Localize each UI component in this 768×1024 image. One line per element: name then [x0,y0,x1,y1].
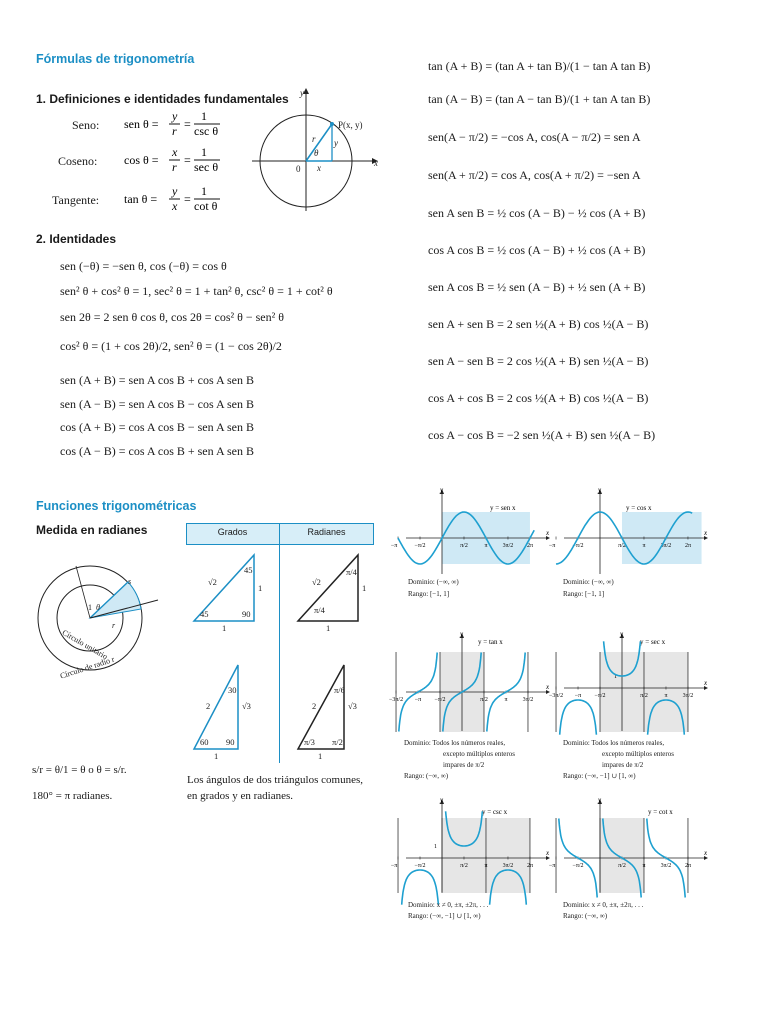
header-radianes: Radianes [307,527,346,537]
x-tick-label: 2π [526,863,533,869]
y-axis-label: y [440,796,444,804]
x-tick-label: π [664,693,668,699]
formula-tan-diff: tan (A − B) = (tan A − tan B)/(1 + tan A tan B) [428,92,651,106]
identities-heading: 2. Identidades [36,232,117,246]
x-tick-label: −π [574,693,582,699]
x-axis-label: x [546,849,550,857]
x-tick-label: −π/2 [594,693,606,699]
identity-line-6: sen (A − B) = sen A cos B − cos A sen B [60,397,254,411]
tri45-deg-c: 90 [242,609,251,619]
x-tick-label: 3π/2 [522,697,534,703]
tri30-rad-s2: 1 [318,751,323,761]
circle-y-label: y [334,138,338,148]
tri30-deg-s2: 1 [214,751,219,761]
y-axis-label: y [598,796,602,804]
formula-sen-minus-sen: sen A − sen B = 2 cos ½(A + B) sen ½(A − B) [428,354,649,368]
x-tick-label: −π [390,543,398,549]
x-tick-label: π [484,863,488,869]
radius-circle-label: Círculo de radio r [58,654,116,681]
x-tick-label: π/2 [618,543,626,549]
graph-csc [390,796,552,896]
tri45-deg-s1: 1 [258,583,263,593]
svg-text:r: r [172,160,177,174]
svg-text:y: y [172,109,178,123]
cot-range: Rango: (−∞, ∞) [563,912,608,920]
formula-sen-sen: sen A sen B = ½ cos (A − B) − ½ cos (A + B) [428,206,646,220]
graph-title: y = csc x [482,808,508,816]
circle-r-label: r [312,134,316,144]
svg-text:1: 1 [201,145,207,159]
svg-text:x: x [172,199,178,213]
radian-theta-label: θ [96,603,100,612]
tri30-deg-c: 90 [226,737,235,747]
tri45-rad-a: π/4 [346,567,357,577]
radian-heading: Medida en radianes [36,523,148,537]
tri45-deg-hyp: √2 [208,577,217,587]
coseno-label: Coseno: [58,154,98,168]
formula-cos-minus-cos: cos A − cos B = −2 sen ½(A + B) sen ½(A − B) [428,428,656,442]
x-tick-label: π [504,697,508,703]
tan-domain: Dominio: Todos los números reales, [404,739,506,747]
sec-domain: Dominio: Todos los números reales, [563,739,665,747]
circle-point-label: P(x, y) [338,120,363,130]
sec-domain-3: impares de π/2 [602,761,644,769]
svg-text:cos θ =: cos θ = [124,153,159,167]
csc-domain: Dominio: x ≠ 0, ±π, ±2π, . . . [408,901,489,909]
x-tick-label: −3π/2 [548,693,564,699]
definition-formulas [120,106,230,221]
tri45-rad-b: π/4 [314,605,325,615]
identity-line-1: sen (−θ) = −sen θ, cos (−θ) = cos θ [60,259,227,273]
graph-sec [548,630,710,735]
tri45-deg-s2: 1 [222,623,227,633]
formula-shift-plus: sen(A + π/2) = cos A, cos(A + π/2) = −sen A [428,168,641,182]
tri30-deg-a: 30 [228,685,237,695]
y-axis-label: y [440,486,444,494]
y-tick-label: 1 [614,674,617,680]
radian-r-label: r [112,621,116,630]
svg-text:=: = [184,117,191,131]
x-tick-label: 2π [684,863,691,869]
circle-x-label: x [317,163,321,173]
cos-range: Rango: [−1, 1] [563,590,605,598]
svg-text:1: 1 [201,109,207,123]
tri30-deg-b: 60 [200,737,209,747]
x-tick-label: −π/2 [572,543,584,549]
y-axis-label: y [620,630,624,638]
x-tick-label: 3π/2 [502,543,514,549]
x-axis-label: x [546,529,550,537]
tangente-label: Tangente: [52,193,100,207]
x-tick-label: −π [548,543,556,549]
section2-title: Funciones trigonométricas [36,499,197,513]
formula-tan-sum: tan (A + B) = (tan A + tan B)/(1 − tan A tan B) [428,59,651,73]
x-axis-label: x [704,679,708,687]
x-tick-label: 2π [684,543,691,549]
tri30-rad-b: π/3 [304,737,315,747]
x-tick-label: π/2 [618,863,626,869]
circle-x-axis-label: x [374,158,378,168]
circle-y-axis-label: y [300,88,304,98]
triangle-caption-1: Los ángulos de dos triángulos comunes, [187,774,363,786]
radian-s-label: s [128,577,132,586]
x-tick-label: 3π/2 [660,543,672,549]
svg-text:=: = [184,192,191,206]
x-tick-label: −π [414,697,422,703]
svg-text:y: y [172,184,178,198]
circle-theta-label: θ [314,148,319,158]
graph-sen [390,486,552,578]
formula-sen-cos: sen A cos B = ½ sen (A − B) + ½ sen (A + B) [428,280,646,294]
graph-title: y = cot x [648,808,673,816]
sen-range: Rango: [−1, 1] [408,590,450,598]
svg-text:1: 1 [201,184,207,198]
tan-range: Rango: (−∞, ∞) [404,772,449,780]
formula-shift-minus: sen(A − π/2) = −cos A, cos(A − π/2) = sen A [428,130,641,144]
y-tick-label: 1 [434,844,437,850]
tri45-deg-a: 45 [244,565,253,575]
x-axis-label: x [704,529,708,537]
identity-line-4: cos² θ = (1 + cos 2θ)/2, sen² θ = (1 − cos 2θ)/2 [60,339,282,353]
circle-origin-label: 0 [296,164,301,174]
svg-text:sec θ: sec θ [194,160,219,174]
period-band [600,818,644,893]
tri45-rad-s1: 1 [362,583,367,593]
radian-circle-diagram [32,560,162,690]
cot-domain: Dominio: x ≠ 0, ±π, ±2π, . . . [563,901,644,909]
svg-text:csc θ: csc θ [194,124,219,138]
graph-cos [548,486,710,578]
identity-line-8: cos (A − B) = cos A cos B + sen A sen B [60,444,254,458]
identity-line-2: sen² θ + cos² θ = 1, sec² θ = 1 + tan² θ, csc² θ = 1 + cot² θ [60,284,333,298]
formula-cos-cos: cos A cos B = ½ cos (A − B) + ½ cos (A + B) [428,243,646,257]
formula-sen-plus-sen: sen A + sen B = 2 sen ½(A + B) cos ½(A − B) [428,317,649,331]
identity-line-7: cos (A + B) = cos A cos B − sen A sen B [60,420,254,434]
x-axis-label: x [546,683,550,691]
seno-label: Seno: [72,118,100,132]
tan-domain-2: excepto múltiplos enteros [443,750,515,758]
tri30-rad-c: π/2 [332,737,343,747]
triangles-drawing [186,545,372,765]
svg-text:r: r [172,124,177,138]
x-tick-label: π/2 [640,693,648,699]
sen-domain: Dominio: (−∞, ∞) [408,578,459,586]
graph-title: y = cos x [626,504,652,512]
tri45-deg-b: 45 [200,609,209,619]
graph-title: y = sec x [640,638,666,646]
cos-domain: Dominio: (−∞, ∞) [563,578,614,586]
radian-one-label: 1 [88,603,92,612]
graph-cot [548,796,710,896]
x-tick-label: π [642,543,646,549]
x-tick-label: π/2 [460,543,468,549]
x-tick-label: π [642,863,646,869]
unit-circle-diagram [250,86,390,214]
graph-title: y = tan x [478,638,503,646]
formula-cos-plus-cos: cos A + cos B = 2 cos ½(A + B) cos ½(A − B) [428,391,649,405]
x-tick-label: 3π/2 [660,863,672,869]
x-axis-label: x [704,849,708,857]
x-tick-label: π/2 [480,697,488,703]
section1-title: Fórmulas de trigonometría [36,52,195,66]
x-tick-label: 2π [526,543,533,549]
svg-text:tan θ =: tan θ = [124,192,158,206]
triangle-caption-2: en grados y en radianes. [187,790,293,802]
y-axis-label: y [460,630,464,638]
tri30-rad-a: π/6 [334,685,345,695]
tan-domain-3: impares de π/2 [443,761,485,769]
radian-formula-2: 180° = π radianes. [32,790,113,802]
sec-range: Rango: (−∞, −1] ∪ [1, ∞) [563,772,636,780]
x-tick-label: −π [548,863,556,869]
definitions-heading: 1. Definiciones e identidades fundamentales [36,92,289,106]
graph-title: y = sen x [490,504,516,512]
identity-line-5: sen (A + B) = sen A cos B + cos A sen B [60,373,254,387]
x-tick-label: π [484,543,488,549]
x-tick-label: −π/2 [572,863,584,869]
svg-text:cot θ: cot θ [194,199,218,213]
x-tick-label: −π/2 [414,863,426,869]
function-curve [402,870,439,905]
x-tick-label: −π/2 [414,543,426,549]
y-axis-label: y [598,486,602,494]
x-tick-label: −π/2 [434,697,446,703]
graph-tan [388,630,552,735]
header-grados: Grados [217,527,248,537]
unit-circle-label: Círculo unitario [60,627,110,662]
x-tick-label: π/2 [460,863,468,869]
function-curve [560,700,597,735]
x-tick-label: −π [390,863,398,869]
identity-line-3: sen 2θ = 2 sen θ cos θ, cos 2θ = cos² θ − sen² θ [60,310,284,324]
csc-range: Rango: (−∞, −1] ∪ [1, ∞) [408,912,481,920]
x-tick-label: −3π/2 [388,697,404,703]
x-tick-label: 3π/2 [682,693,694,699]
tri30-deg-hyp: 2 [206,701,211,711]
tri30-rad-hyp: 2 [312,701,317,711]
x-tick-label: 3π/2 [502,863,514,869]
tri30-deg-s1: √3 [242,701,251,711]
sec-domain-2: excepto múltiplos enteros [602,750,674,758]
tri45-rad-hyp: √2 [312,577,321,587]
svg-text:sen θ =: sen θ = [124,117,159,131]
tri30-rad-s1: √3 [348,701,357,711]
svg-text:x: x [172,145,178,159]
svg-text:=: = [184,153,191,167]
tri45-rad-s2: 1 [326,623,331,633]
radian-formula-1: s/r = θ/1 = θ o θ = s/r. [32,764,127,776]
